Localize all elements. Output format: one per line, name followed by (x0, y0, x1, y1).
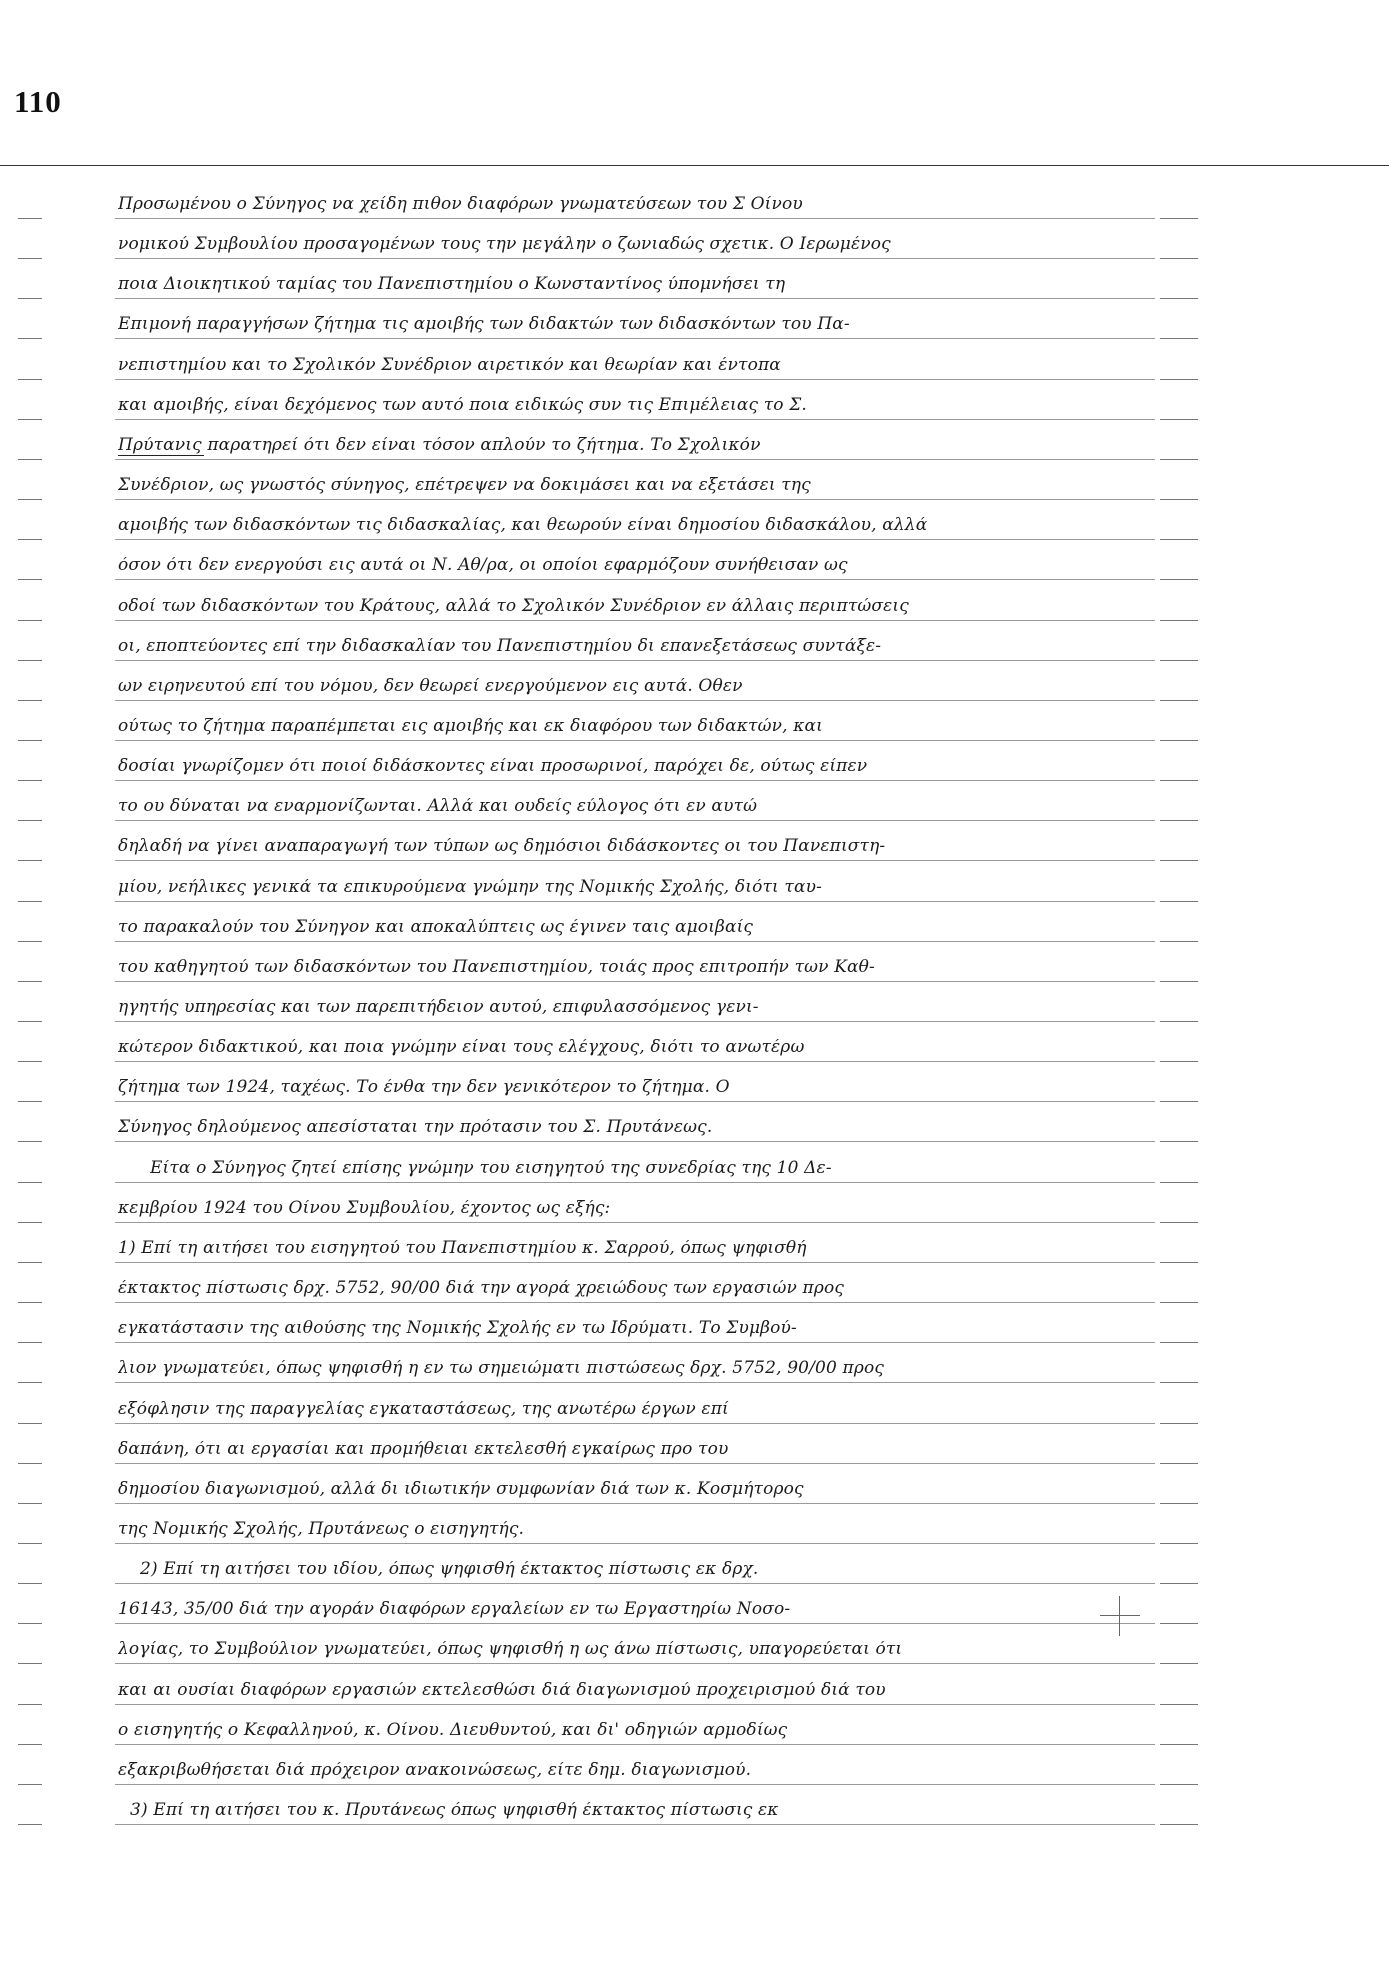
handwritten-line: Επιμονή παραγγήσων ζήτημα τις αμοιβής των διδακτών των διδασκόντων του Πα- (118, 316, 850, 333)
handwritten-line: εξακριβωθήσεται διά πρόχειρον ανακοινώσεως, είτε δημ. διαγωνισμού. (118, 1762, 752, 1779)
handwritten-line: εγκατάστασιν της αιθούσης της Νομικής Σχολής εν τω Ιδρύματι. Το Συμβού- (118, 1320, 797, 1337)
handwritten-line: Συνέδριον, ως γνωστός σύνηγος, επέτρεψεν να δοκιμάσει και να εξετάσει της (118, 477, 811, 494)
handwritten-line: κώτερον διδακτικού, και ποια γνώμην είναι τους ελέγχους, διότι το ανωτέρω (118, 1039, 805, 1056)
handwritten-line: 3) Επί τη αιτήσει του κ. Πρυτάνεως όπως ψηφισθή έκτακτος πίστωσις εκ (130, 1802, 779, 1819)
handwritten-line: το παρακαλούν του Σύνηγον και αποκαλύπτεις ως έγινεν ταις αμοιβαίς (118, 919, 754, 936)
handwritten-line: Προσωμένου ο Σύνηγος να χείδη πιθον διαφόρων γνωματεύσεων του Σ Οίνου (118, 196, 803, 213)
handwritten-line: οι, εποπτεύοντες επί την διδασκαλίαν του Πανεπιστημίου δι επανεξετάσεως συντάξε- (118, 638, 882, 655)
page-number: 110 (14, 84, 62, 119)
handwritten-line: και αι ουσίαι διαφόρων εργασιών εκτελεσθώσι διά διαγωνισμού προχειρισμού διά του (118, 1682, 886, 1699)
registration-cross-mark (1100, 1596, 1140, 1636)
handwritten-line: όσον ότι δεν ενεργούσι εις αυτά οι Ν. Αθ/ρα, οι οποίοι εφαρμόζουν συνήθεισαν ως (118, 557, 848, 574)
handwritten-line: δηλαδή να γίνει αναπαραγωγή των τύπων ως δημόσιοι διδάσκοντες οι του Πανεπιστη- (118, 838, 886, 855)
handwritten-line: ποια Διοικητικού ταμίας του Πανεπιστημίου ο Κωνσταντίνος ύπομνήσει τη (118, 276, 786, 293)
handwritten-line: ηγητής υπηρεσίας και των παρεπιτήδειον αυτού, επιφυλασσόμενος γενι- (118, 999, 759, 1016)
handwritten-line: και αμοιβής, είναι δεχόμενος των αυτό ποια ειδικώς συν τις Επιμέλειας το Σ. (118, 397, 807, 414)
handwritten-line: λογίας, το Συμβούλιον γνωματεύει, όπως ψηφισθή η ως άνω πίστωσις, υπαγορεύεται ότι (118, 1641, 903, 1658)
handwritten-line: του καθηγητού των διδασκόντων του Πανεπιστημίου, τοιάς προς επιτροπήν των Καθ- (118, 959, 875, 976)
handwritten-line: ων ειρηνευτού επί του νόμου, δεν θεωρεί ενεργούμενον εις αυτά. Οθεν (118, 678, 743, 695)
handwritten-line: Είτα ο Σύνηγος ζητεί επίσης γνώμην του εισηγητού της συνεδρίας της 10 Δε- (150, 1160, 832, 1177)
handwritten-line: εξόφλησιν της παραγγελίας εγκαταστάσεως, της ανωτέρω έργων επί (118, 1401, 729, 1418)
handwritten-line: δοσίαι γνωρίζομεν ότι ποιοί διδάσκοντες είναι προσωρινοί, παρόχει δε, ούτως είπεν (118, 758, 868, 775)
handwritten-line: το ου δύναται να εναρμονίζωνται. Αλλά και ουδείς εύλογος ότι εν αυτώ (118, 798, 758, 815)
handwritten-line: οδοί των διδασκόντων του Κράτους, αλλά το Σχολικόν Συνέδριον εν άλλαις περιπτώσεις (118, 598, 909, 615)
handwritten-line: λιον γνωματεύει, όπως ψηφισθή η εν τω σημειώματι πιστώσεως δρχ. 5752, 90/00 προς (118, 1360, 885, 1377)
handwritten-line: ο εισηγητής ο Κεφαλληνού, κ. Οίνου. Διευθυντού, και δι' οδηγιών αρμοδίως (118, 1722, 788, 1739)
handwritten-line: έκτακτος πίστωσις δρχ. 5752, 90/00 διά την αγορά χρειώδους των εργασιών προς (118, 1280, 845, 1297)
handwritten-line: δαπάνη, ότι αι εργασίαι και προμήθειαι εκτελεσθή εγκαίρως προ του (118, 1441, 729, 1458)
handwritten-line: μίου, νεήλικες γενικά τα επικυρούμενα γνώμην της Νομικής Σχολής, διότι ταυ- (118, 879, 822, 896)
handwritten-line: νεπιστημίου και το Σχολικόν Συνέδριον αιρετικόν και θεωρίαν και έντοπα (118, 357, 781, 374)
handwritten-line: Σύνηγος δηλούμενος απεσίσταται την πρότασιν του Σ. Πρυτάνεως. (118, 1119, 713, 1136)
handwritten-line: 1) Επί τη αιτήσει του εισηγητού του Πανεπιστημίου κ. Σαρρού, όπως ψηφισθή (118, 1240, 807, 1257)
word-underline (118, 455, 204, 456)
handwritten-line: ζήτημα των 1924, ταχέως. Το ένθα την δεν γενικότερον το ζήτημα. Ο (118, 1079, 730, 1096)
handwritten-line: αμοιβής των διδασκόντων τις διδασκαλίας, και θεωρούν είναι δημοσίου διδασκάλου, αλλά (118, 517, 928, 534)
handwritten-line: της Νομικής Σχολής, Πρυτάνεως ο εισηγητής. (118, 1521, 525, 1538)
handwritten-line: ούτως το ζήτημα παραπέμπεται εις αμοιβής και εκ διαφόρου των διδακτών, και (118, 718, 823, 735)
handwritten-line: νομικού Συμβουλίου προσαγομένων τους την μεγάλην ο ζωνιαδώς σχετικ. Ο Ιερωμένος (118, 236, 891, 253)
handwritten-line: 2) Επί τη αιτήσει του ιδίου, όπως ψηφισθή έκτακτος πίστωσις εκ δρχ. (140, 1561, 759, 1578)
handwritten-line: Πρύτανις παρατηρεί ότι δεν είναι τόσον απλούν το ζήτημα. Το Σχολικόν (118, 437, 761, 454)
handwritten-line: δημοσίου διαγωνισμού, αλλά δι ιδιωτικήν συμφωνίαν διά των κ. Κοσμήτορος (118, 1481, 804, 1498)
handwritten-line: κεμβρίου 1924 του Οίνου Συμβουλίου, έχοντος ως εξής: (118, 1200, 611, 1217)
handwritten-line: 16143, 35/00 διά την αγοράν διαφόρων εργαλείων εν τω Εργαστηρίω Νοσο- (118, 1601, 791, 1618)
